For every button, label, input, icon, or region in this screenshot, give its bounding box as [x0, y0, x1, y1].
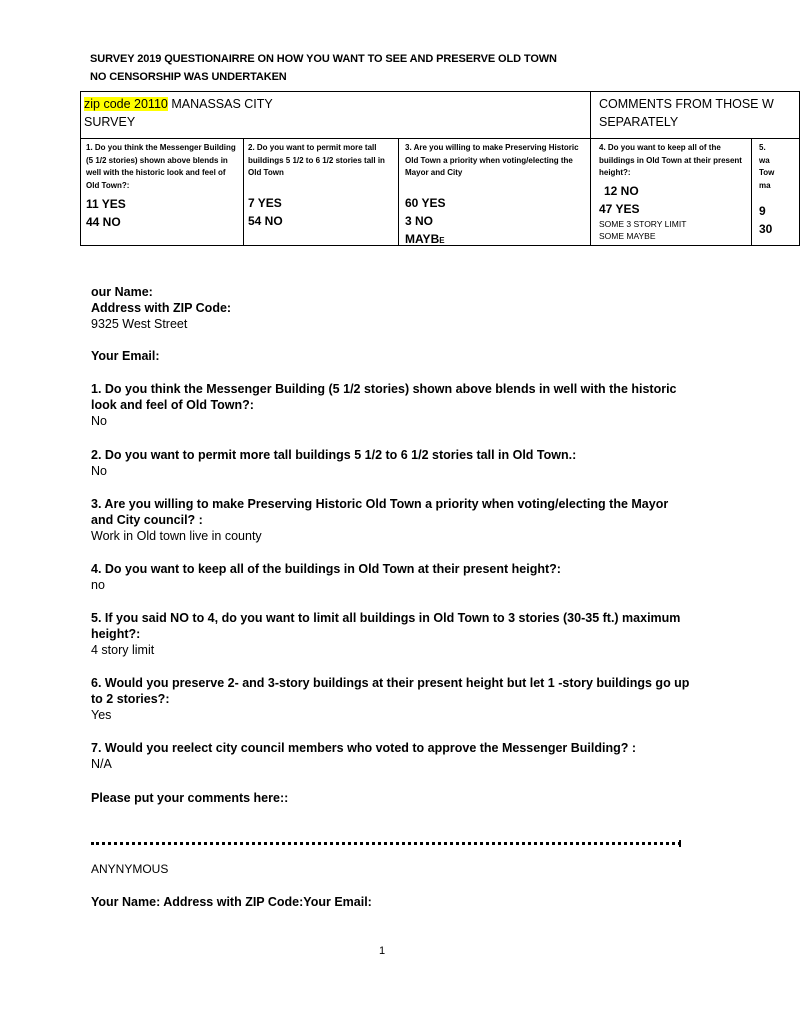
column-4-answer-yes: 47 YES	[599, 201, 640, 216]
question-1: 1. Do you think the Messenger Building (5 1/2 stories) shown above blends in well with the historic look and feel of Old Town?:	[91, 382, 677, 412]
column-5-q-line-2: wa	[759, 155, 770, 165]
column-5-answer-2: 30	[759, 222, 773, 237]
column-4-note-2: SOME MAYBE	[599, 231, 656, 242]
email-block	[91, 348, 691, 364]
answer-2: No	[91, 464, 107, 478]
maybe-main: MAYB	[405, 231, 440, 246]
question-4: 4. Do you want to keep all of the buildings in Old Town at their present height?:	[91, 562, 561, 576]
column-5-q-line-1: 5.	[759, 143, 766, 152]
zip-code-highlight: zip code 20110	[84, 97, 168, 111]
table-row-divider-right	[590, 138, 799, 139]
column-3-answer-no: 3 NO	[405, 213, 434, 228]
table-header-left	[84, 95, 273, 131]
table-divider-comments	[590, 92, 591, 245]
answer-5: 4 story limit	[91, 643, 155, 657]
comments-header-2: SEPARATELY	[599, 115, 679, 129]
answer-4: no	[91, 578, 105, 592]
separator-endcap	[679, 840, 681, 847]
name-label: our Name:	[91, 285, 153, 299]
table-header-comments	[599, 95, 774, 131]
title-line-2: NO CENSORSHIP WAS UNDERTAKEN	[90, 71, 287, 83]
column-2-answer-yes: 7 YES	[248, 195, 282, 210]
comments-block	[91, 790, 691, 806]
answer-1: No	[91, 414, 107, 428]
name-address-block	[91, 284, 691, 332]
comments-header: COMMENTS FROM THOSE W	[599, 97, 774, 111]
column-5-q-line-3: Tow	[759, 168, 775, 178]
table-column-4	[599, 142, 747, 243]
column-4-question: 4. Do you want to keep all of the buildings in Old Town at their present height?:	[599, 143, 742, 178]
address-label: Address with ZIP Code:	[91, 301, 232, 315]
document-title	[90, 50, 557, 86]
question-7-block	[91, 740, 691, 772]
column-2-answer-no: 54 NO	[248, 213, 283, 228]
survey-results-table	[80, 91, 800, 246]
column-3-question: 3. Are you willing to make Preserving Historic Old Town a priority when voting/electing the Mayor and City	[405, 143, 579, 178]
question-4-block	[91, 561, 691, 593]
survey-label: SURVEY	[84, 115, 136, 129]
answer-3: Work in Old town live in county	[91, 529, 262, 543]
table-col-divider-2	[243, 138, 244, 245]
page-number: 1	[379, 945, 386, 957]
column-5-q-line-4: ma	[759, 180, 771, 190]
column-2-question: 2. Do you want to permit more tall buildings 5 1/2 to 6 1/2 stories tall in Old Town	[248, 143, 385, 178]
column-3-answer-yes: 60 YES	[405, 195, 446, 210]
question-2: 2. Do you want to permit more tall buildings 5 1/2 to 6 1/2 stories tall in Old Town.:	[91, 448, 577, 462]
table-column-1	[86, 142, 238, 231]
city-label: MANASSAS CITY	[167, 97, 273, 111]
question-6-block	[91, 675, 691, 723]
anonymous-label: ANYNYMOUS	[91, 862, 169, 876]
column-4-note-1: SOME 3 STORY LIMIT	[599, 218, 687, 229]
table-column-2	[248, 142, 396, 230]
column-3-answer-maybe	[405, 230, 587, 250]
table-col-divider-3	[398, 138, 399, 245]
footer-contact-labels: Your Name: Address with ZIP Code:Your Email:	[91, 895, 372, 909]
table-col-divider-5	[751, 138, 752, 245]
answer-7: N/A	[91, 757, 112, 771]
answer-6: Yes	[91, 708, 112, 722]
question-5: 5. If you said NO to 4, do you want to limit all buildings in Old Town to 3 stories (30-35 ft.) maximum height?:	[91, 611, 681, 641]
question-1-block	[91, 381, 691, 429]
table-row-divider	[81, 138, 590, 139]
column-1-answer-no: 44 NO	[86, 215, 121, 230]
title-line-1: SURVEY 2019 QUESTIONAIRRE ON HOW YOU WANT TO SEE AND PRESERVE OLD TOWN	[90, 53, 557, 65]
column-1-question: 1. Do you think the Messenger Building (5 1/2 stories) shown above blends in well with the historic look and feel of Old Town?:	[86, 143, 236, 190]
table-column-5	[759, 142, 799, 238]
question-5-block	[91, 610, 691, 658]
email-label: Your Email:	[91, 349, 160, 363]
comments-label: Please put your comments here::	[91, 791, 289, 805]
column-1-answer-yes: 11 YES	[86, 197, 126, 212]
address-value: 9325 West Street	[91, 317, 188, 331]
question-7: 7. Would you reelect city council members who voted to approve the Messenger Building? :	[91, 741, 637, 755]
table-column-3	[405, 142, 587, 250]
question-3-block	[91, 496, 691, 544]
question-3: 3. Are you willing to make Preserving Historic Old Town a priority when voting/electing the Mayor and City council? :	[91, 497, 669, 527]
dotted-separator	[91, 842, 681, 845]
question-6: 6. Would you preserve 2- and 3-story buildings at their present height but let 1 -story buildings go up to 2 stories?:	[91, 676, 690, 706]
question-2-block	[91, 447, 691, 479]
maybe-small: E	[439, 235, 445, 245]
column-5-answer-1: 9	[759, 204, 766, 219]
column-4-answer-no: 12 NO	[604, 183, 639, 198]
